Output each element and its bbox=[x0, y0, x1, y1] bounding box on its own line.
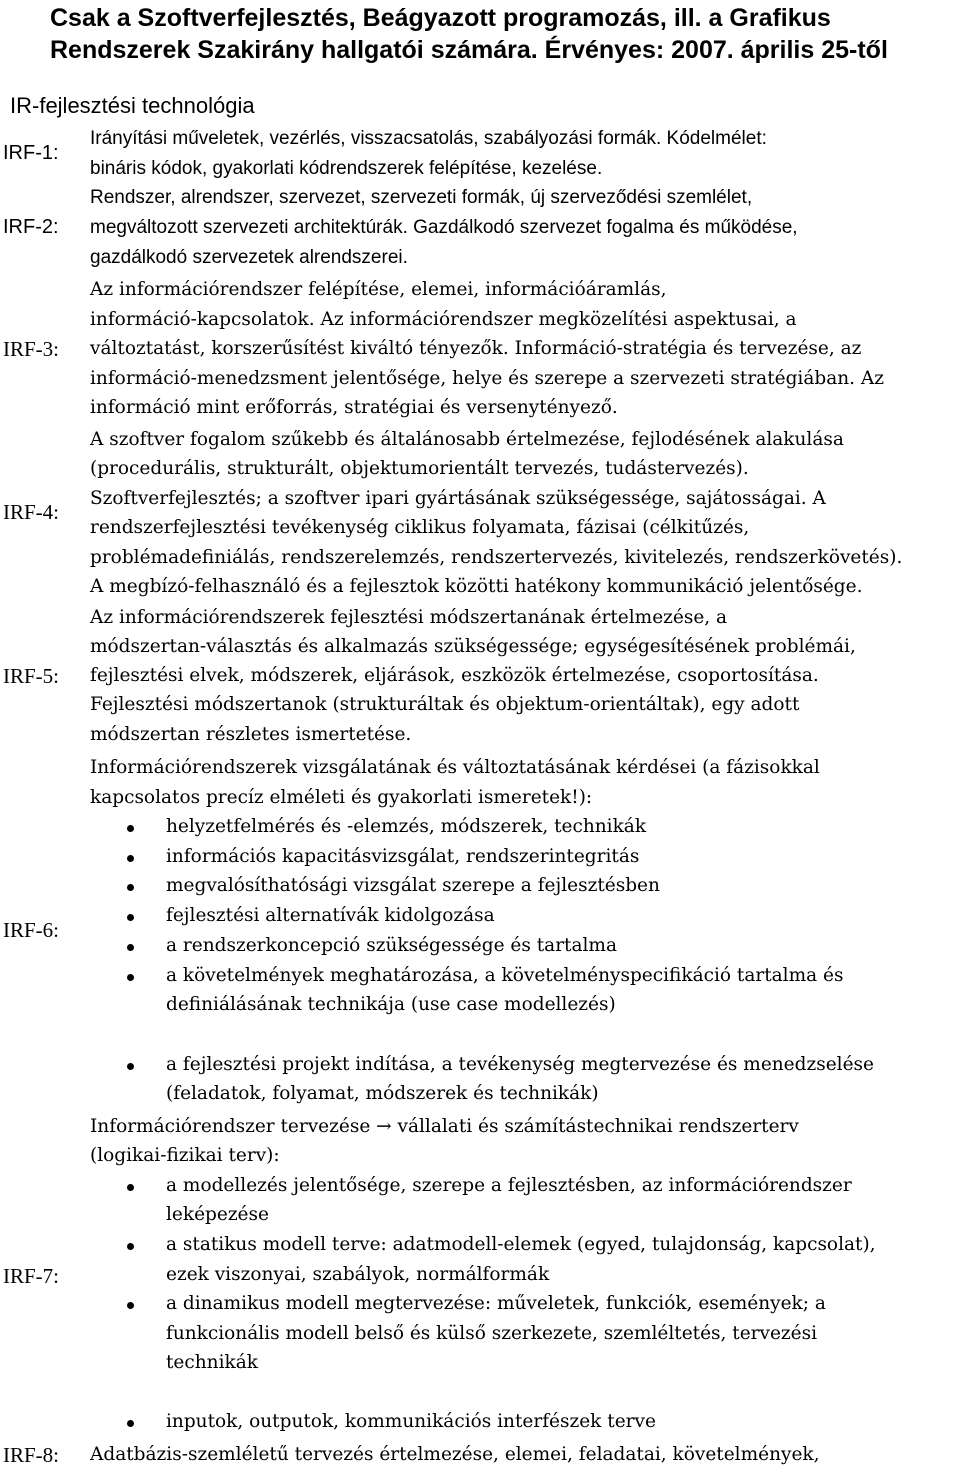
irf7-bullet-cont: ezek viszonyai, szabályok, normálformák bbox=[166, 1264, 550, 1285]
irf6-bullet-cont: (feladatok, folyamat, módszerek és technikák) bbox=[166, 1083, 599, 1104]
irf4-line: Szoftverfejlesztés; a szoftver ipari gyártásának szükségessége, sajátosságai. A bbox=[90, 488, 826, 509]
code-irf-3: IRF-3: bbox=[3, 337, 60, 361]
irf7-bullet: inputok, outputok, kommunikációs interfészek terve bbox=[166, 1411, 656, 1432]
irf7-bullet: a statikus modell terve: adatmodell-elemek (egyed, tulajdonság, kapcsolat), bbox=[166, 1234, 876, 1255]
bullet-icon bbox=[127, 1302, 134, 1309]
irf7-bullet: a modellezés jelentősége, szerepe a fejlesztésben, az információrendszer bbox=[166, 1175, 852, 1196]
irf6-bullet: helyzetfelmérés és -elemzés, módszerek, technikák bbox=[166, 816, 647, 837]
bullet-icon bbox=[127, 884, 134, 891]
code-irf-2: IRF-2: bbox=[3, 216, 59, 238]
irf6-bullet: megvalósíthatósági vizsgálat szerepe a fejlesztésben bbox=[166, 875, 660, 896]
irf6-intro: Információrendszerek vizsgálatának és változtatásának kérdései (a fázisokkal bbox=[90, 757, 820, 778]
irf6-bullet: információs kapacitásvizsgálat, rendszerintegritás bbox=[166, 846, 640, 867]
irf7-bullet-cont: technikák bbox=[166, 1352, 258, 1373]
irf5-line: fejlesztési elvek, módszerek, eljárások, eszközök értelmezése, csoportosítása. bbox=[90, 665, 819, 686]
irf7-bullet-cont: leképezése bbox=[166, 1204, 269, 1225]
code-irf-4: IRF-4: bbox=[3, 500, 60, 524]
irf4-line: A megbízó-felhasználó és a fejlesztok közötti hatékony kommunikáció jelentősége. bbox=[90, 576, 863, 597]
irf7-bullet: a dinamikus modell megtervezése: műveletek, funkciók, események; a bbox=[166, 1293, 826, 1314]
irf7-bullet-cont: funkcionális modell belső és külső szerkezete, szemléltetés, tervezési bbox=[166, 1323, 818, 1344]
irf2-line: megváltozott szervezeti architektúrák. Gazdálkodó szervezet fogalma és működése, bbox=[90, 217, 798, 238]
irf6-bullet: fejlesztési alternatívák kidolgozása bbox=[166, 905, 495, 926]
bullet-icon bbox=[127, 914, 134, 921]
code-irf-5: IRF-5: bbox=[3, 664, 60, 688]
irf5-line: Az információrendszerek fejlesztési módszertanának értelmezése, a bbox=[90, 607, 728, 628]
irf4-line: problémadefiniálás, rendszerelemzés, rendszertervezés, kivitelezés, rendszerkövetés). bbox=[90, 547, 903, 568]
irf6-bullet: a fejlesztési projekt indítása, a tevékenység megtervezése és menedzselése bbox=[166, 1054, 874, 1075]
code-irf-8: IRF-8: bbox=[3, 1443, 60, 1467]
code-irf-1: IRF-1: bbox=[3, 142, 59, 164]
bullet-icon bbox=[127, 825, 134, 832]
irf5-line: módszertan-választás és alkalmazás szükségessége; egységesítésének problémái, bbox=[90, 636, 856, 657]
irf5-line: Fejlesztési módszertanok (strukturáltak és objektum-orientáltak), egy adott bbox=[90, 694, 800, 715]
irf6-intro: kapcsolatos precíz elméleti és gyakorlati ismeretek!): bbox=[90, 787, 593, 808]
irf4-line: rendszerfejlesztési tevékenység ciklikus folyamata, fázisai (célkitűzés, bbox=[90, 517, 750, 538]
irf3-line: információ mint erőforrás, stratégiai és versenytényező. bbox=[90, 397, 618, 418]
irf2-line: gazdálkodó szervezetek alrendszerei. bbox=[90, 247, 408, 268]
irf3-line: információ-menedzsment jelentősége, helye és szerepe a szervezeti stratégiában. Az bbox=[90, 368, 885, 389]
irf6-bullet: a követelmények meghatározása, a követelményspecifikáció tartalma és bbox=[166, 965, 844, 986]
code-irf-6: IRF-6: bbox=[3, 918, 60, 942]
bullet-icon bbox=[127, 1243, 134, 1250]
bullet-icon bbox=[127, 1063, 134, 1070]
irf5-line: módszertan részletes ismertetése. bbox=[90, 724, 412, 745]
irf1-line: Irányítási műveletek, vezérlés, visszacsatolás, szabályozási formák. Kódelmélet: bbox=[90, 128, 767, 149]
section-title: IR-fejlesztési technológia bbox=[10, 93, 255, 118]
irf4-line: A szoftver fogalom szűkebb és általánosabb értelmezése, fejlodésének alakulása bbox=[90, 429, 844, 450]
irf1-line: bináris kódok, gyakorlati kódrendszerek felépítése, kezelése. bbox=[90, 158, 603, 179]
title-line-2: Rendszerek Szakirány hallgatói számára. Érvényes: 2007. április 25-től bbox=[50, 36, 888, 64]
irf3-line: Az információrendszer felépítése, elemei, információáramlás, bbox=[90, 279, 667, 300]
irf3-line: változtatást, korszerűsítést kiváltó tényezők. Információ-stratégia és tervezése, az bbox=[90, 338, 862, 359]
bullet-icon bbox=[127, 1184, 134, 1191]
irf4-line: (procedurális, strukturált, objektumorientált tervezés, tudástervezés). bbox=[90, 458, 749, 479]
irf6-bullet-cont: definiálásának technikája (use case modellezés) bbox=[166, 994, 616, 1015]
irf8-line: Adatbázis-szemléletű tervezés értelmezése, elemei, feladatai, követelmények, bbox=[90, 1444, 820, 1465]
bullet-icon bbox=[127, 974, 134, 981]
code-irf-7: IRF-7: bbox=[3, 1264, 60, 1288]
bullet-icon bbox=[127, 944, 134, 951]
bullet-icon bbox=[127, 855, 134, 862]
irf3-line: információ-kapcsolatok. Az információrendszer megközelítési aspektusai, a bbox=[90, 309, 797, 330]
irf2-line: Rendszer, alrendszer, szervezet, szervezeti formák, új szerveződési szemlélet, bbox=[90, 187, 753, 208]
bullet-icon bbox=[127, 1420, 134, 1427]
irf6-bullet: a rendszerkoncepció szükségessége és tartalma bbox=[166, 935, 617, 956]
irf7-intro: Információrendszer tervezése → vállalati és számítástechnikai rendszerterv bbox=[90, 1116, 799, 1137]
irf7-intro: (logikai-fizikai terv): bbox=[90, 1145, 280, 1166]
title-line-1: Csak a Szoftverfejlesztés, Beágyazott programozás, ill. a Grafikus bbox=[50, 4, 831, 32]
